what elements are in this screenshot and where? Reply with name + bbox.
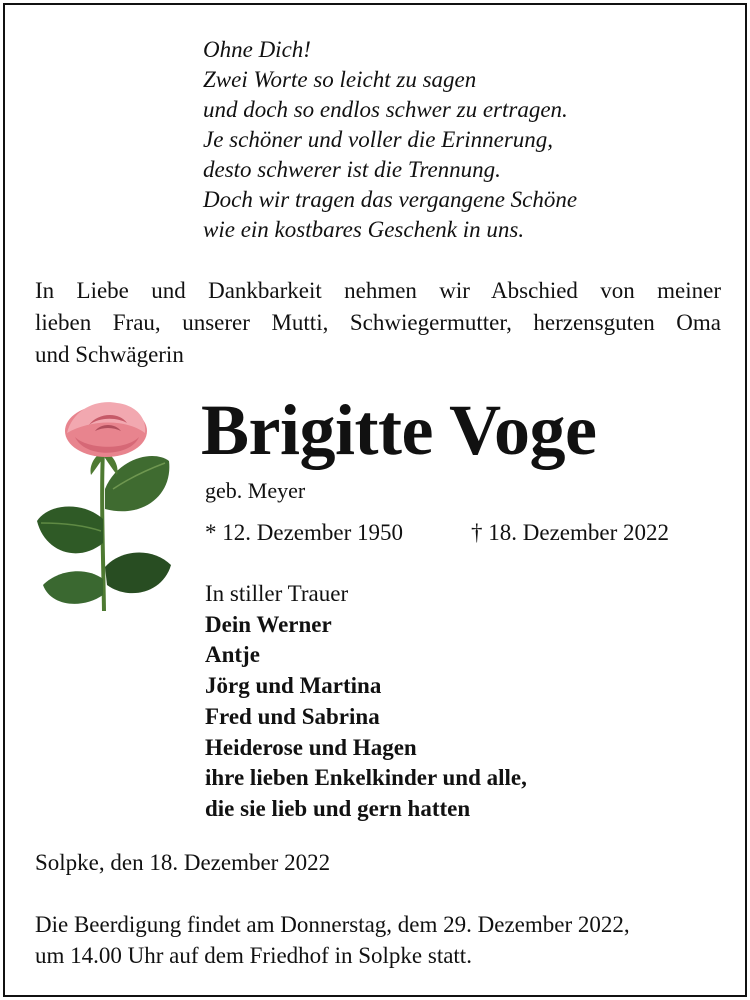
poem-line: desto schwerer ist die Trennung. [203,157,501,182]
deceased-name: Brigitte Voge [201,390,597,470]
mourner-line: Antje [205,642,260,668]
poem [203,35,577,245]
poem-line: wie ein kostbares Geschenk in uns. [203,217,525,242]
intro-line: In Liebe und Dankbarkeit nehmen wir Abschied von meiner [35,278,721,303]
place-date: Solpke, den 18. Dezember 2022 [35,850,331,875]
intro-line: lieben Frau, unserer Mutti, Schwiegermutter, herzensguten Oma [35,310,721,335]
intro-text [35,275,721,371]
mourning-heading: In stiller Trauer [205,581,349,606]
poem-line: Je schöner und voller die Erinnerung, [203,127,554,152]
mourner-line: Dein Werner [205,611,332,637]
poem-line: Doch wir tragen das vergangene Schöne [203,187,578,212]
mourner-line: ihre lieben Enkelkinder und alle, [205,765,527,791]
rose-icon [31,397,181,612]
obituary-notice [3,3,747,997]
mourners-block [205,579,527,825]
mourner-line: die sie lieb und gern hatten [205,795,471,821]
poem-line: Zwei Worte so leicht zu sagen [203,67,477,92]
mourner-line: Jörg und Martina [205,673,382,699]
death-date: † 18. Dezember 2022 [471,520,669,545]
funeral-line: Die Beerdigung findet am Donnerstag, dem 29. Dezember 2022, [35,912,630,937]
mourner-line: Fred und Sabrina [205,703,380,729]
mourner-line: Heiderose und Hagen [205,734,417,760]
funeral-info [35,909,721,971]
intro-line: und Schwägerin [35,342,184,367]
funeral-line: um 14.00 Uhr auf dem Friedhof in Solpke statt. [35,943,472,968]
poem-line: und doch so endlos schwer zu ertragen. [203,97,568,122]
poem-line: Ohne Dich! [203,37,311,62]
birth-date: * 12. Dezember 1950 [205,520,403,545]
maiden-name: geb. Meyer [205,478,306,503]
